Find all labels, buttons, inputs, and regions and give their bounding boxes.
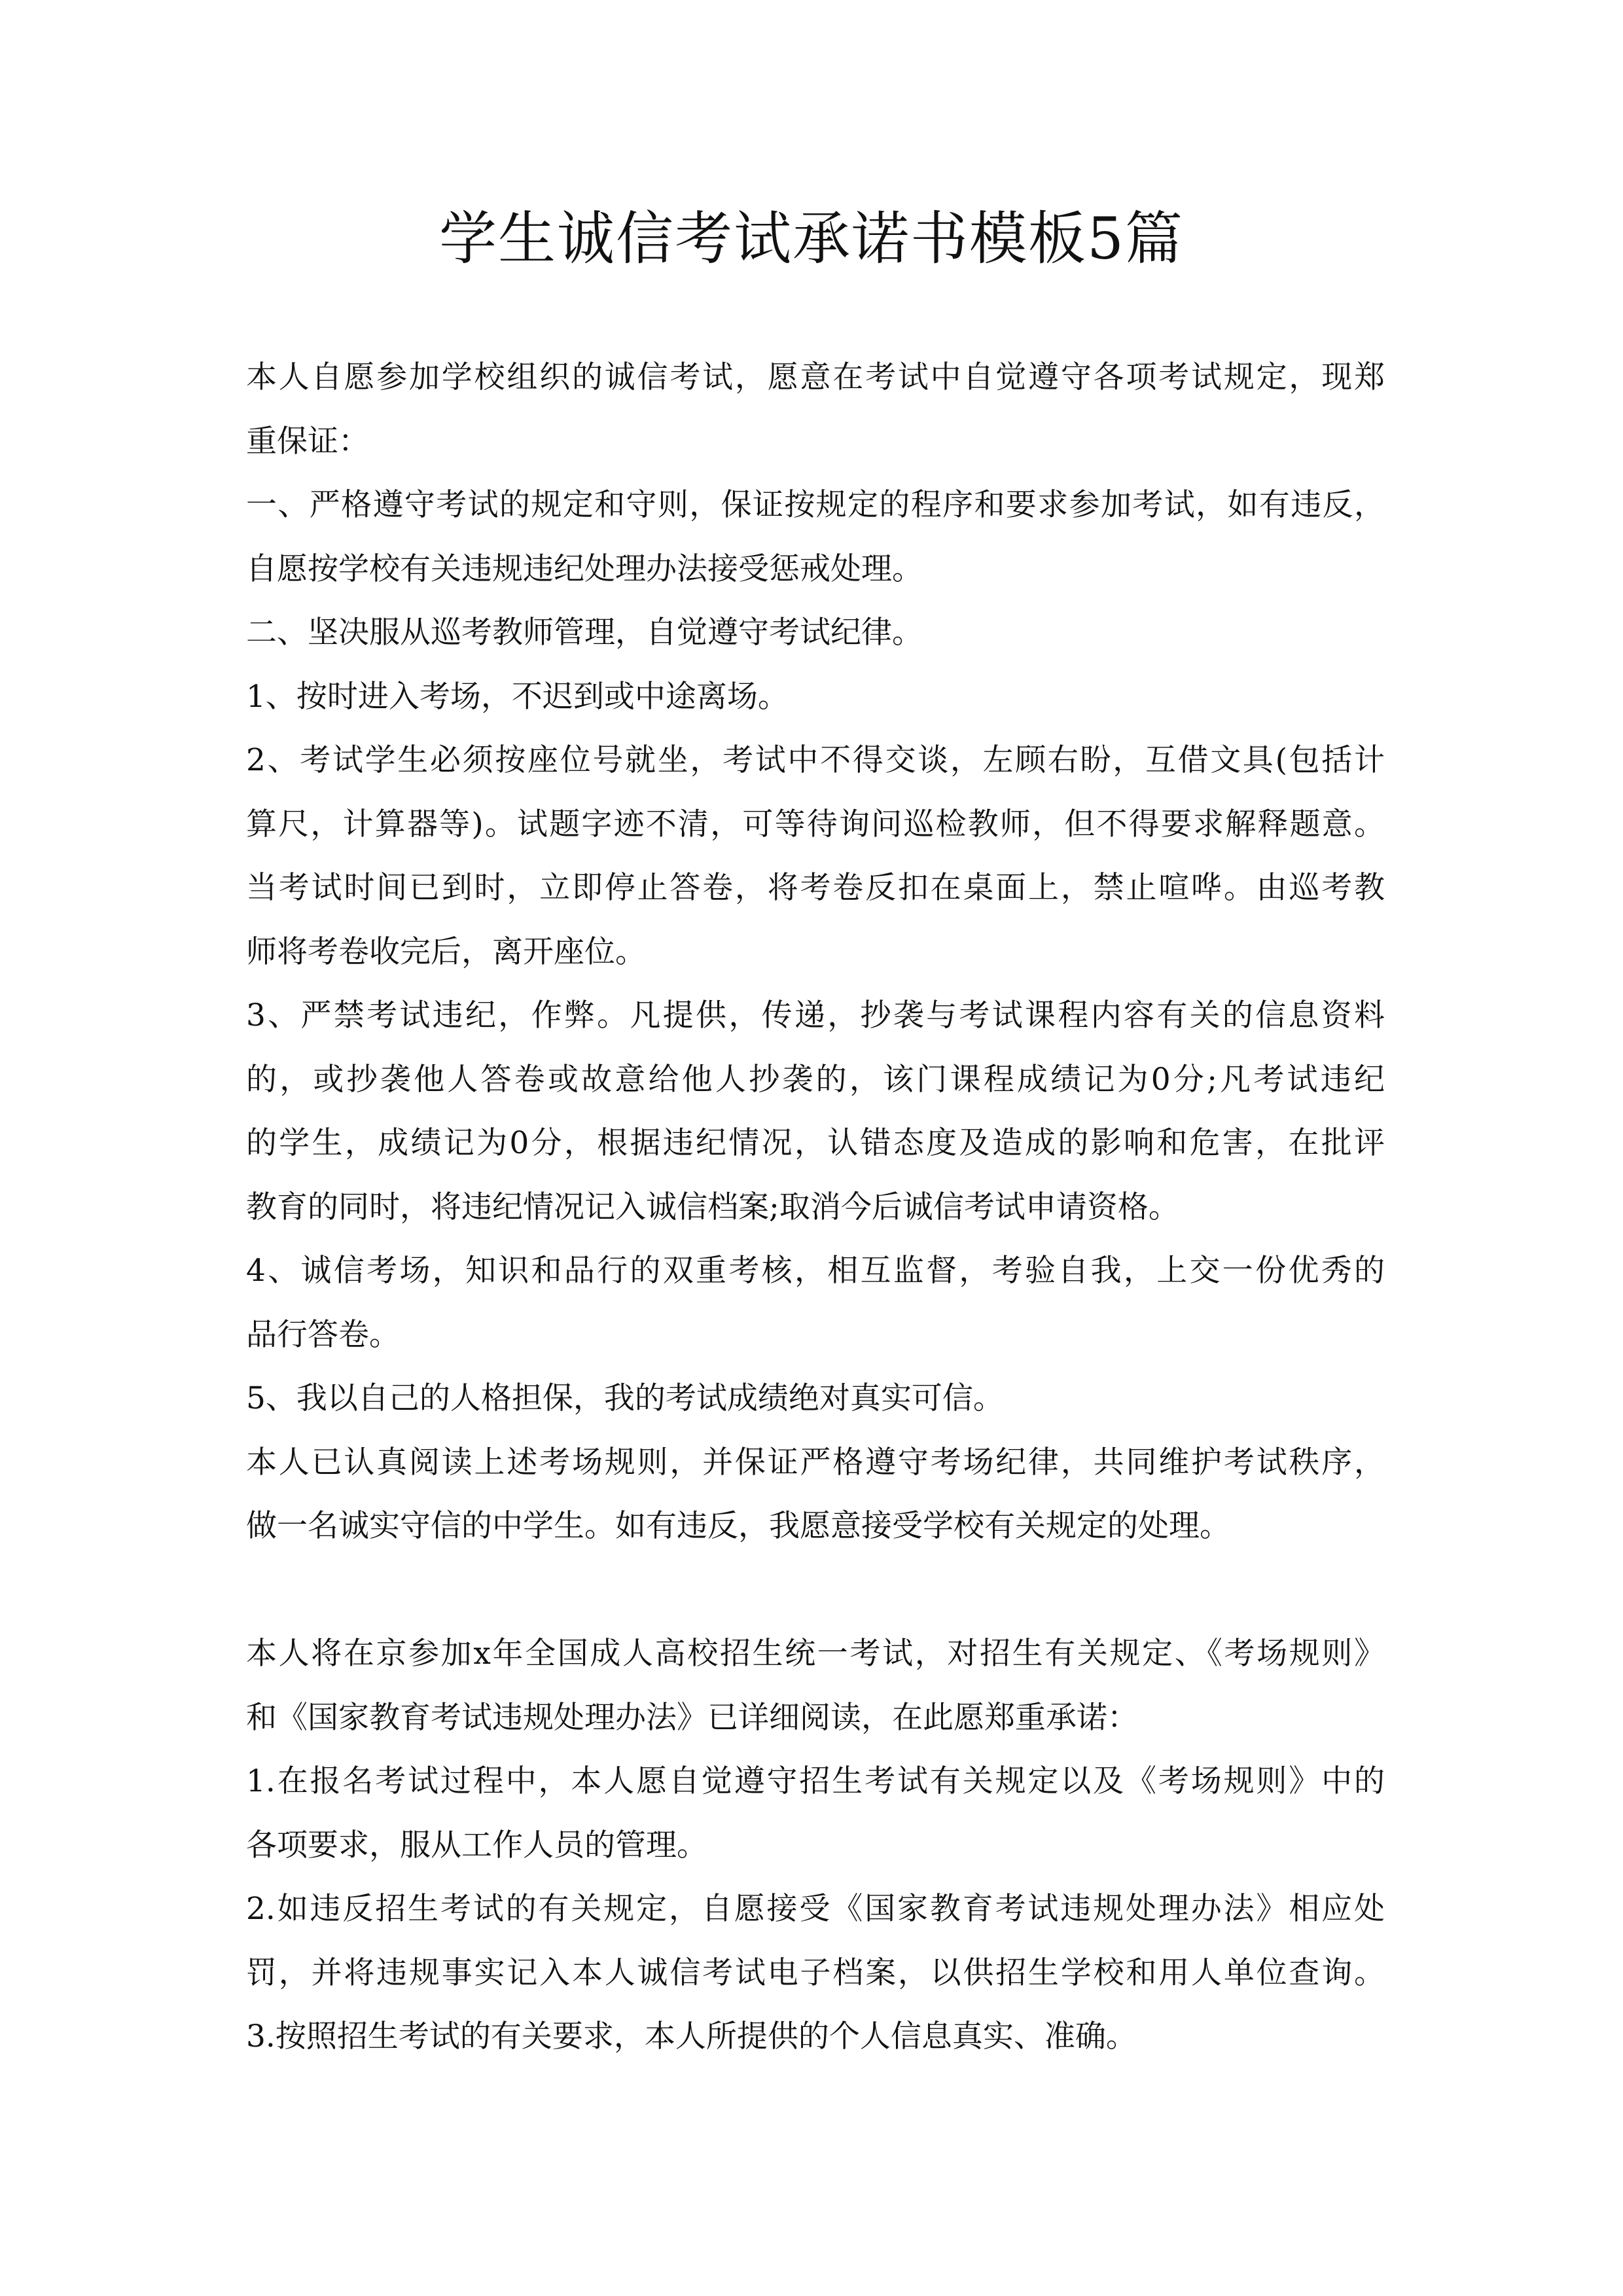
text-line: 3、严禁考试违纪，作弊。凡提供，传递，抄袭与考试课程内容有关的信息资料 [246, 997, 1385, 1033]
text-line: 5、我以自己的人格担保，我的考试成绩绝对真实可信。 [246, 1380, 1004, 1416]
text-line: 教育的同时，将违纪情况记入诚信档案;取消今后诚信考试申请资格。 [246, 1189, 1179, 1225]
text-line: 4、诚信考场，知识和品行的双重考核，相互监督，考验自我，上交一份优秀的 [246, 1253, 1385, 1289]
text-line: 的，或抄袭他人答卷或故意给他人抄袭的，该门课程成绩记为0分;凡考试违纪 [246, 1061, 1385, 1098]
document-body [246, 346, 1385, 2069]
document-title: 学生诚信考试承诺书模板5篇 [439, 205, 1184, 272]
text-line: 本人自愿参加学校组织的诚信考试，愿意在考试中自觉遵守各项考试规定，现郑 [246, 359, 1385, 395]
text-line: 本人已认真阅读上述考场规则，并保证严格遵守考场纪律，共同维护考试秩序， [246, 1444, 1385, 1480]
text-line: 自愿按学校有关违规违纪处理办法接受惩戒处理。 [246, 550, 923, 587]
section-spacer [246, 1558, 1385, 1623]
text-line: 2.如违反招生考试的有关规定，自愿接受《国家教育考试违规处理办法》相应处 [246, 1891, 1385, 1927]
text-line: 师将考卷收完后，离开座位。 [246, 933, 646, 970]
text-line: 做一名诚实守信的中学生。如有违反，我愿意接受学校有关规定的处理。 [246, 1508, 1230, 1544]
text-line: 2、考试学生必须按座位号就坐，考试中不得交谈，左顾右盼，互借文具(包括计 [246, 742, 1385, 778]
text-line: 品行答卷。 [246, 1316, 400, 1353]
text-line: 二、坚决服从巡考教师管理，自觉遵守考试纪律。 [246, 615, 923, 651]
text-line: 各项要求，服从工作人员的管理。 [246, 1827, 707, 1863]
text-line: 重保证： [246, 423, 369, 459]
text-line: 罚，并将违规事实记入本人诚信考试电子档案，以供招生学校和用人单位查询。 [246, 1954, 1385, 1991]
text-line: 当考试时间已到时，立即停止答卷，将考卷反扣在桌面上，禁止喧哗。由巡考教 [246, 870, 1385, 906]
text-line: 本人将在京参加x年全国成人高校招生统一考试，对招生有关规定、《考场规则》 [246, 1636, 1385, 1672]
section-1 [246, 346, 1385, 1558]
text-line: 1、按时进入考场，不迟到或中途离场。 [246, 678, 789, 715]
text-line: 算尺，计算器等)。试题字迹不清，可等待询问巡检教师，但不得要求解释题意。 [246, 806, 1385, 842]
text-line: 一、严格遵守考试的规定和守则，保证按规定的程序和要求参加考试，如有违反， [246, 487, 1385, 523]
text-line: 3.按照招生考试的有关要求，本人所提供的个人信息真实、准确。 [246, 2018, 1137, 2054]
text-line: 的学生，成绩记为0分，根据违纪情况，认错态度及造成的影响和危害，在批评 [246, 1125, 1385, 1161]
text-line: 1.在报名考试过程中，本人愿自觉遵守招生考试有关规定以及《考场规则》中的 [246, 1763, 1385, 1799]
text-line: 和《国家教育考试违规处理办法》已详细阅读，在此愿郑重承诺： [246, 1699, 1138, 1736]
section-2 [246, 1622, 1385, 2069]
